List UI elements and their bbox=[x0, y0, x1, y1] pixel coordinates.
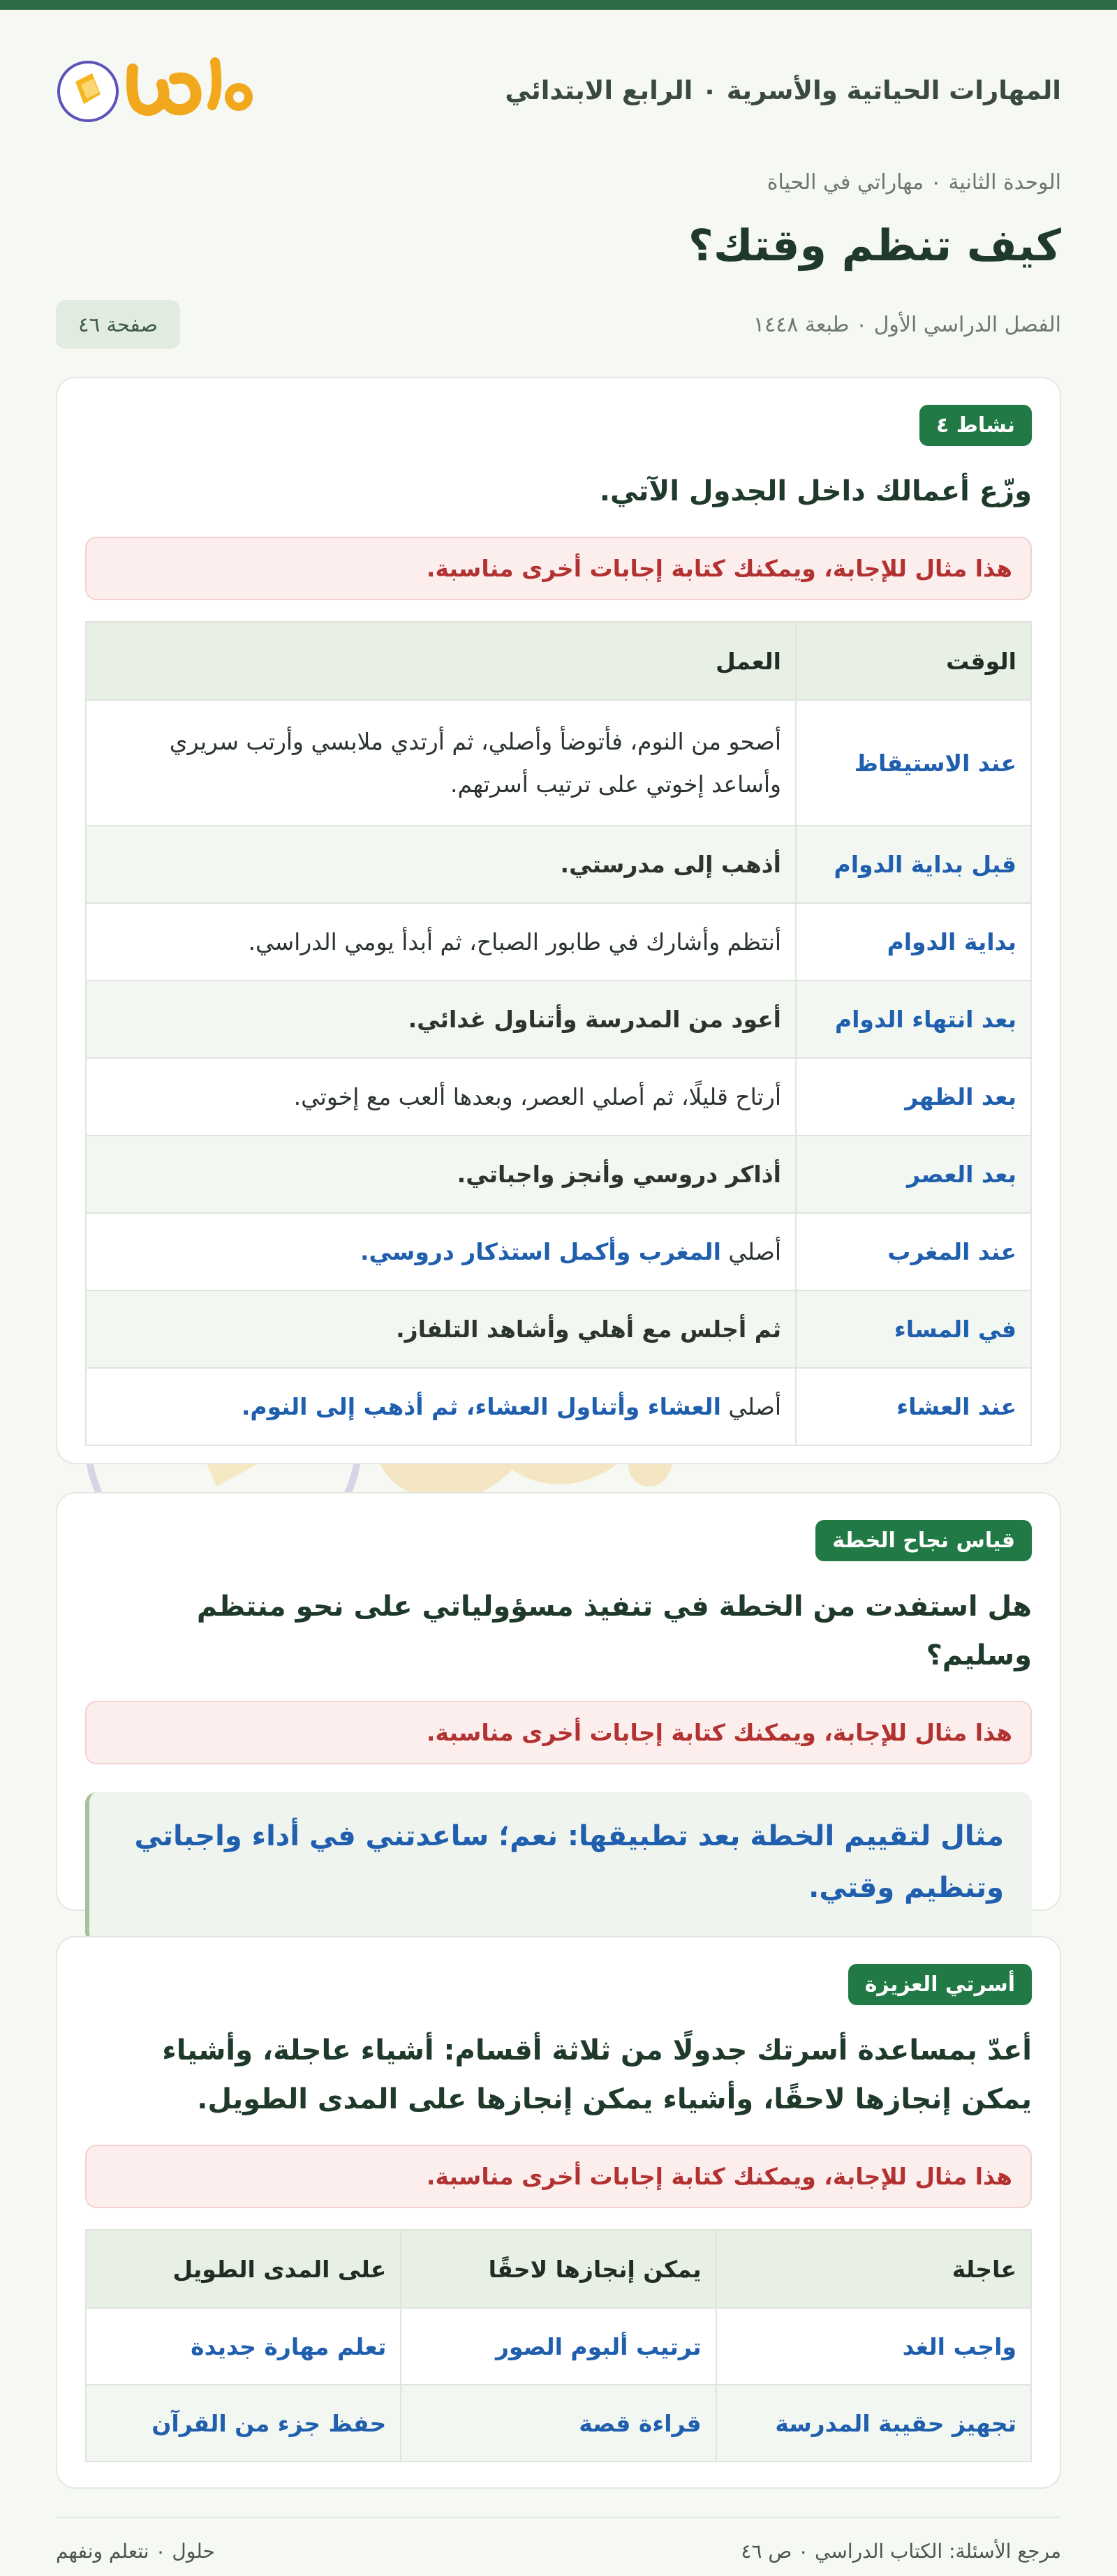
evaluation-question: هل استفدت من الخطة في تنفيذ مسؤولياتي على نحو منتظم وسليم؟ bbox=[196, 1591, 1032, 1672]
task-cell: ثم أجلس مع أهلي وأشاهد التلفاز. bbox=[86, 1290, 796, 1368]
evaluation-badge: قياس نجاح الخطة bbox=[815, 1520, 1032, 1561]
table-header-row bbox=[86, 2230, 1031, 2308]
task-highlight: العشاء وأتناول العشاء، ثم أذهب إلى النوم. bbox=[241, 1392, 721, 1420]
answer-note: هذا مثال للإجابة، ويمكنك كتابة إجابات أخرى مناسبة. bbox=[85, 1701, 1032, 1764]
table-cell: تعلم مهارة جديدة bbox=[86, 2308, 401, 2385]
time-cell: في المساء bbox=[796, 1290, 1031, 1368]
task-cell: أذاكر دروسي وأنجز واجباتي. bbox=[86, 1136, 796, 1213]
task-cell: أنتظم وأشارك في طابور الصباح، ثم أبدأ يومي الدراسي. bbox=[86, 903, 796, 981]
page-header bbox=[56, 10, 1061, 170]
table-row bbox=[86, 1136, 1031, 1213]
table-cell: واجب الغد bbox=[716, 2308, 1031, 2385]
time-cell: قبل بداية الدوام bbox=[796, 826, 1031, 903]
table-row bbox=[86, 2385, 1031, 2462]
meta-row bbox=[56, 300, 1061, 349]
task-prefix: أصلي bbox=[720, 1392, 781, 1420]
table-row bbox=[86, 1368, 1031, 1445]
task-cell: أعود من المدرسة وأتناول غدائي. bbox=[86, 981, 796, 1058]
task-cell bbox=[86, 1213, 796, 1290]
page-number-chip: صفحة ٤٦ bbox=[56, 300, 180, 349]
table-row bbox=[86, 2308, 1031, 2385]
family-table bbox=[85, 2229, 1032, 2462]
table-row bbox=[86, 903, 1031, 981]
answer-note: هذا مثال للإجابة، ويمكنك كتابة إجابات أخرى مناسبة. bbox=[85, 537, 1032, 600]
table-row bbox=[86, 826, 1031, 903]
task-column-header: العمل bbox=[86, 622, 796, 700]
time-cell: بعد الظهر bbox=[796, 1058, 1031, 1136]
page-content bbox=[0, 10, 1117, 2576]
task-cell: أذهب إلى مدرستي. bbox=[86, 826, 796, 903]
activity-badge: نشاط ٤ bbox=[919, 405, 1032, 446]
activity-card bbox=[56, 377, 1061, 1464]
time-cell: بعد العصر bbox=[796, 1136, 1031, 1213]
subject-title: المهارات الحياتية والأسرية ٠ الرابع الابتدائي bbox=[505, 75, 1061, 105]
evaluation-card bbox=[56, 1492, 1061, 1911]
task-highlight: المغرب وأكمل استذكار دروسي. bbox=[360, 1237, 721, 1265]
page-title: كيف تنظم وقتك؟ bbox=[688, 220, 1061, 271]
urgent-column-header: عاجلة bbox=[716, 2230, 1031, 2308]
table-row bbox=[86, 700, 1031, 826]
unit-breadcrumb: الوحدة الثانية ٠ مهاراتي في الحياة bbox=[767, 170, 1061, 195]
table-row bbox=[86, 1058, 1031, 1136]
table-cell: قراءة قصة bbox=[401, 2385, 716, 2462]
task-cell bbox=[86, 1368, 796, 1445]
time-cell: عند الاستيقاظ bbox=[796, 700, 1031, 826]
time-cell: بداية الدوام bbox=[796, 903, 1031, 981]
task-cell: أصحو من النوم، فأتوضأ وأصلي، ثم أرتدي ملابسي وأرتب سريري وأساعد إخوتي على ترتيب أسرتهم. bbox=[86, 700, 796, 826]
answer-note: هذا مثال للإجابة، ويمكنك كتابة إجابات أخرى مناسبة. bbox=[85, 2145, 1032, 2208]
table-row bbox=[86, 981, 1031, 1058]
table-cell: حفظ جزء من القرآن bbox=[86, 2385, 401, 2462]
semester-info: الفصل الدراسي الأول ٠ طبعة ١٤٤٨ bbox=[753, 312, 1061, 337]
footer-brand: حلول ٠ نتعلم ونفهم bbox=[56, 2539, 215, 2563]
footer-reference: مرجع الأسئلة: الكتاب الدراسي ٠ ص ٤٦ bbox=[741, 2539, 1061, 2563]
brand-logo[interactable] bbox=[56, 48, 265, 132]
time-cell: بعد انتهاء الدوام bbox=[796, 981, 1031, 1058]
task-cell: أرتاح قليلًا، ثم أصلي العصر، وبعدها ألعب مع إخوتي. bbox=[86, 1058, 796, 1136]
time-column-header: الوقت bbox=[796, 622, 1031, 700]
table-row bbox=[86, 1213, 1031, 1290]
time-cell: عند العشاء bbox=[796, 1368, 1031, 1445]
table-header-row bbox=[86, 622, 1031, 700]
schedule-table bbox=[85, 621, 1032, 1446]
later-column-header: يمكن إنجازها لاحقًا bbox=[401, 2230, 716, 2308]
top-accent-bar bbox=[0, 0, 1117, 10]
table-row bbox=[86, 1290, 1031, 1368]
page-footer bbox=[56, 2517, 1061, 2576]
example-answer: مثال لتقييم الخطة بعد تطبيقها: نعم؛ ساعدتني في أداء واجباتي وتنظيم وقتي. bbox=[85, 1792, 1032, 1943]
long-term-column-header: على المدى الطويل bbox=[86, 2230, 401, 2308]
time-cell: عند المغرب bbox=[796, 1213, 1031, 1290]
table-cell: ترتيب ألبوم الصور bbox=[401, 2308, 716, 2385]
task-prefix: أصلي bbox=[720, 1237, 781, 1265]
family-question: أعدّ بمساعدة أسرتك جدولًا من ثلاثة أقسام: أشياء عاجلة، وأشياء يمكن إنجازها لاحقًا، وأشياء يمكن إنجازها على المدى الطويل. bbox=[162, 2034, 1032, 2115]
table-cell: تجهيز حقيبة المدرسة bbox=[716, 2385, 1031, 2462]
family-badge: أسرتي العزيزة bbox=[848, 1964, 1032, 2005]
family-card bbox=[56, 1936, 1061, 2489]
activity-question: وزّع أعمالك داخل الجدول الآتي. bbox=[599, 475, 1032, 507]
